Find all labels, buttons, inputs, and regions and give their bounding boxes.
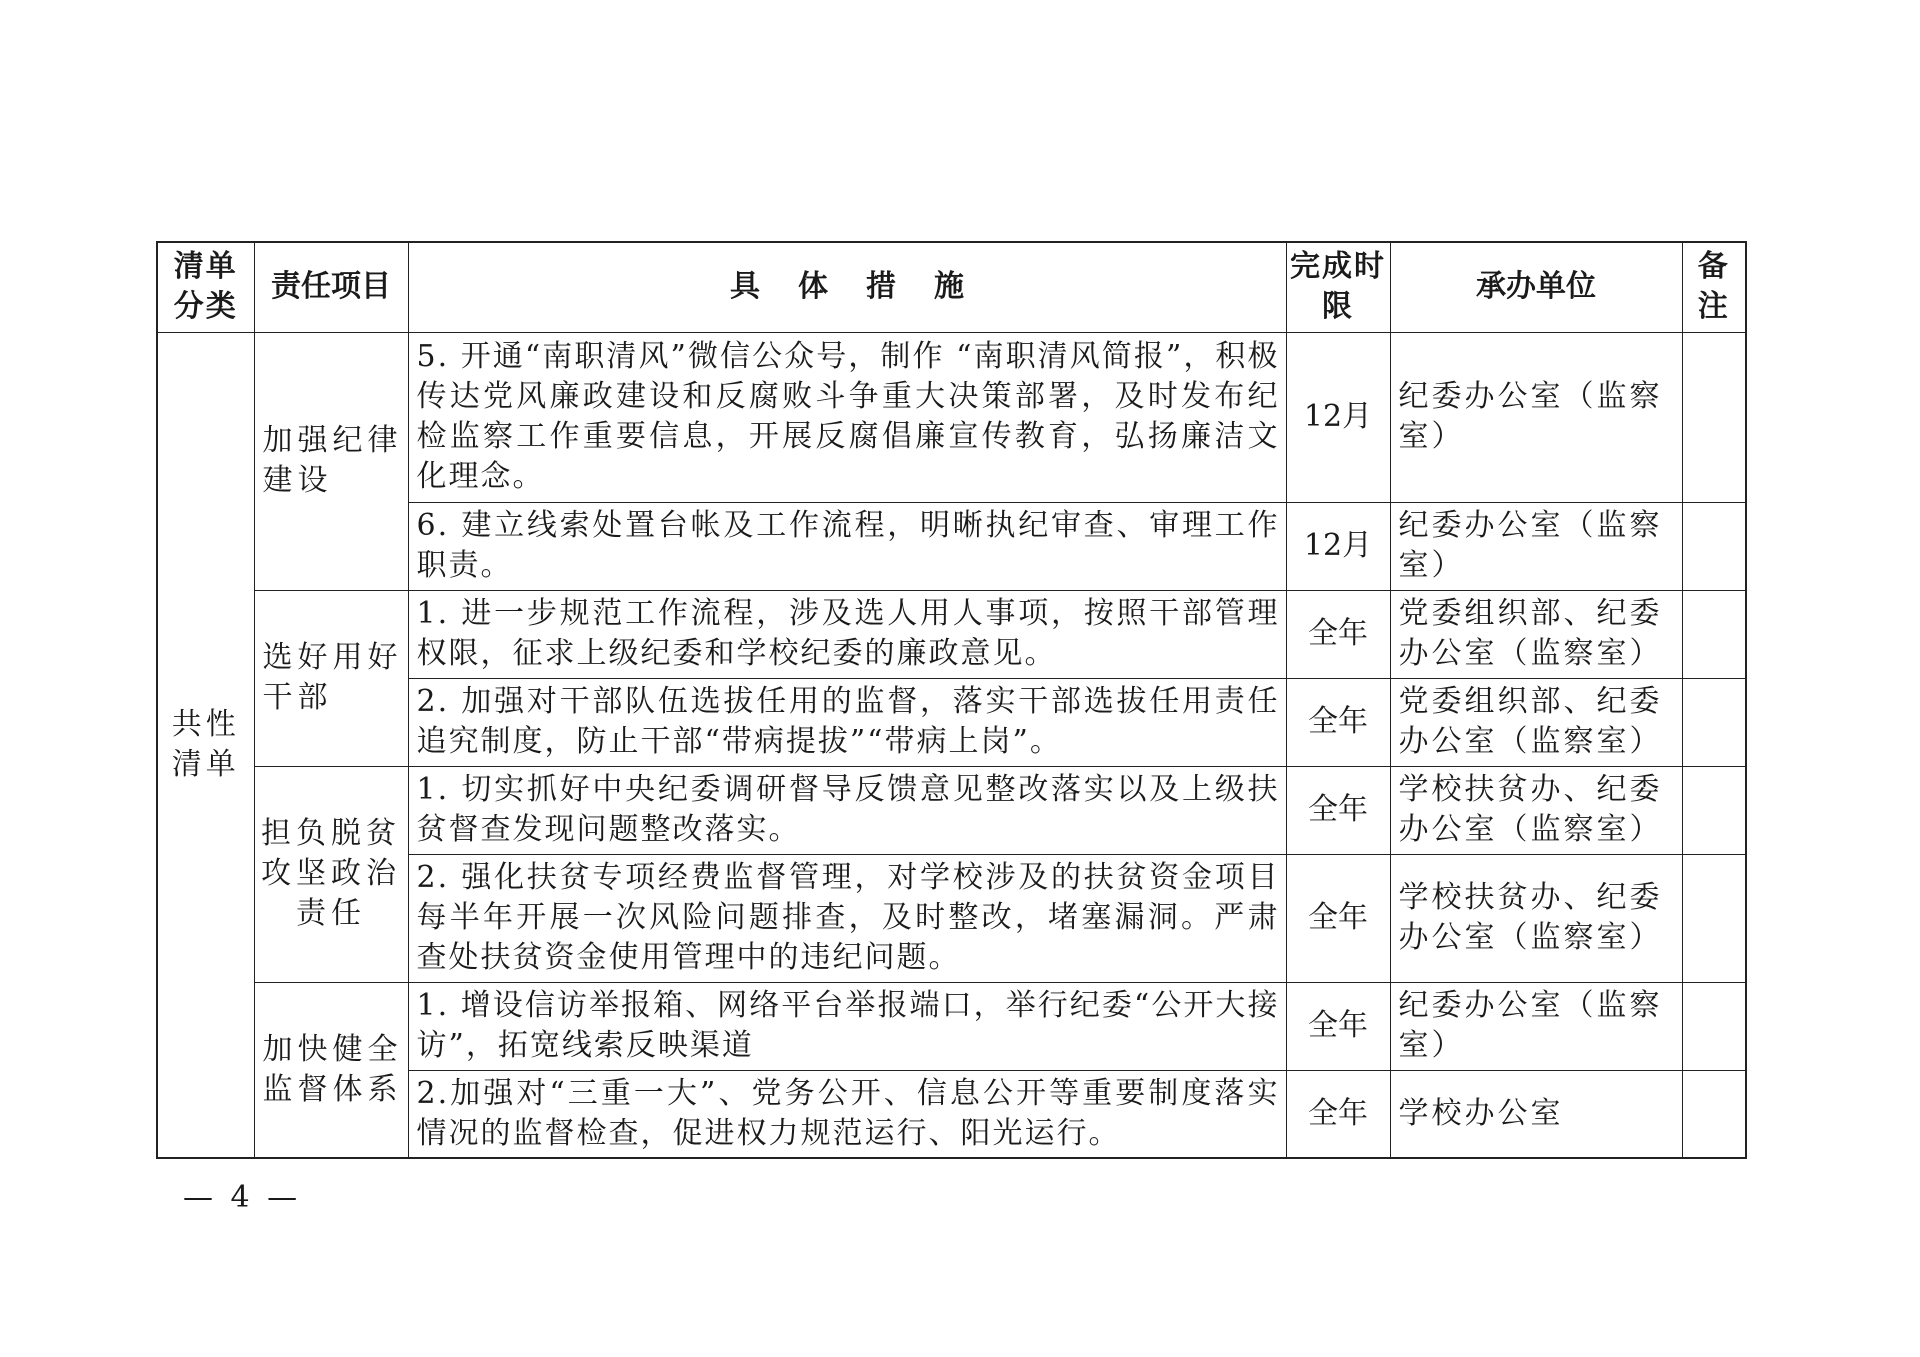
measure-cell: 1. 进一步规范工作流程，涉及选人用人事项，按照干部管理权限，征求上级纪委和学校纪委的廉政意见。: [408, 590, 1286, 678]
measure-cell: 5. 开通“南职清风”微信公众号，制作 “南职清风简报”，积极传达党风廉政建设和反腐败斗争重大决策部署，及时发布纪检监察工作重要信息，开展反腐倡廉宣传教育，弘扬廉洁文化理念。: [408, 332, 1286, 502]
unit-cell: 学校扶贫办、纪委办公室（监察室）: [1390, 766, 1682, 854]
header-measures: 具体措施: [408, 242, 1286, 332]
measure-cell: 2. 加强对干部队伍选拔任用的监督，落实干部选拔任用责任追究制度，防止干部“带病提拔”“带病上岗”。: [408, 678, 1286, 766]
table-row: [157, 332, 1746, 502]
header-deadline: 完成时限: [1286, 242, 1390, 332]
header-row: [157, 242, 1746, 332]
unit-cell: 纪委办公室（监察室）: [1390, 982, 1682, 1070]
note-cell: [1682, 590, 1746, 678]
unit-cell: 学校扶贫办、纪委办公室（监察室）: [1390, 854, 1682, 982]
deadline-cell: 全年: [1286, 766, 1390, 854]
note-cell: [1682, 332, 1746, 502]
responsibility-table: [156, 241, 1747, 1159]
project-cell: 加强纪律建设: [254, 332, 408, 590]
note-cell: [1682, 502, 1746, 590]
note-cell: [1682, 678, 1746, 766]
unit-cell: 党委组织部、纪委办公室（监察室）: [1390, 590, 1682, 678]
note-cell: [1682, 982, 1746, 1070]
unit-cell: 学校办公室: [1390, 1070, 1682, 1158]
measure-cell: 1. 增设信访举报箱、网络平台举报端口，举行纪委“公开大接访”，拓宽线索反映渠道: [408, 982, 1286, 1070]
table-row: [157, 766, 1746, 854]
project-cell: 担负脱贫攻坚政治责任: [254, 766, 408, 982]
note-cell: [1682, 1070, 1746, 1158]
measure-cell: 2. 强化扶贫专项经费监督管理，对学校涉及的扶贫资金项目每半年开展一次风险问题排查，及时整改，堵塞漏洞。严肃查处扶贫资金使用管理中的违纪问题。: [408, 854, 1286, 982]
table-row: [157, 982, 1746, 1070]
category-cell: 共性清单: [157, 332, 254, 1158]
header-note: 备注: [1682, 242, 1746, 332]
unit-cell: 纪委办公室（监察室）: [1390, 502, 1682, 590]
page-number: — 4 —: [183, 1180, 302, 1215]
deadline-cell: 全年: [1286, 590, 1390, 678]
measure-cell: 6. 建立线索处置台帐及工作流程，明晰执纪审查、审理工作职责。: [408, 502, 1286, 590]
measure-cell: 1. 切实抓好中央纪委调研督导反馈意见整改落实以及上级扶贫督查发现问题整改落实。: [408, 766, 1286, 854]
deadline-cell: 12月: [1286, 502, 1390, 590]
deadline-cell: 12月: [1286, 332, 1390, 502]
deadline-cell: 全年: [1286, 1070, 1390, 1158]
measure-cell: 2.加强对“三重一大”、党务公开、信息公开等重要制度落实情况的监督检查，促进权力规范运行、阳光运行。: [408, 1070, 1286, 1158]
deadline-cell: 全年: [1286, 982, 1390, 1070]
project-cell: 加快健全监督体系: [254, 982, 408, 1158]
note-cell: [1682, 766, 1746, 854]
header-project: 责任项目: [254, 242, 408, 332]
project-cell: 选好用好干部: [254, 590, 408, 766]
deadline-cell: 全年: [1286, 678, 1390, 766]
unit-cell: 纪委办公室（监察室）: [1390, 332, 1682, 502]
header-category: 清单分类: [157, 242, 254, 332]
deadline-cell: 全年: [1286, 854, 1390, 982]
table-row: [157, 590, 1746, 678]
note-cell: [1682, 854, 1746, 982]
unit-cell: 党委组织部、纪委办公室（监察室）: [1390, 678, 1682, 766]
header-unit: 承办单位: [1390, 242, 1682, 332]
